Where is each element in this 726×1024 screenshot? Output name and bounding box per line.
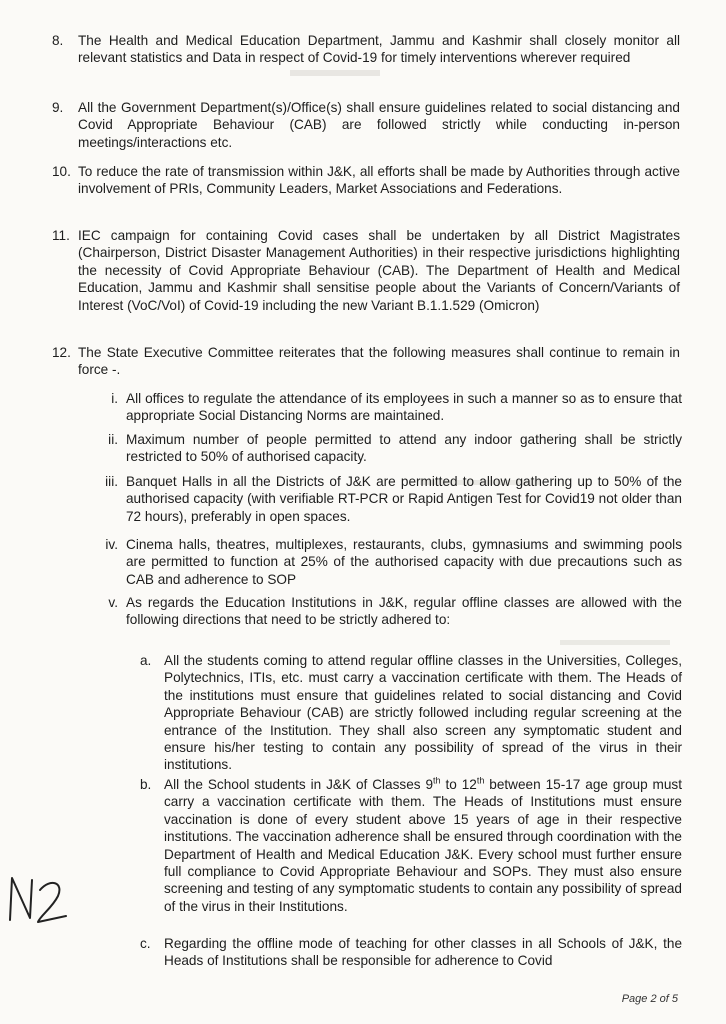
clause-10	[52, 163, 680, 198]
text-part: to 12	[440, 777, 477, 792]
superscript: th	[476, 775, 485, 786]
clause-number: 8.	[52, 33, 64, 48]
subclause-number: i.	[111, 391, 118, 406]
bleed-through-mark	[560, 640, 670, 645]
subclause-iii	[98, 473, 682, 525]
clause-text: All the Government Department(s)/Office(s) shall ensure guidelines related to social distancing and Covid Appropriate Behaviour (CAB) are followed strictly while conducting in-person meetings/interactions etc.	[78, 100, 680, 150]
text-part: between 15-17 age group must carry a vaccination certificate with them. The Heads of Institutions must ensure vaccination is done of every student above 15 years of age in their respective institutions. The vaccination adherence shall be ensured through coordination with the Department of Health and Medical Education J&K. Every school must further ensure full compliance to Covid Appropriate Behaviour and SOPs. They must also ensure screening and testing of any symptomatic students to contain any possibility of spread of the virus in their Institutions.	[164, 777, 682, 914]
clause-11	[52, 227, 680, 314]
text-part: All the School students in J&K of Classes 9	[164, 777, 434, 792]
subclause-iv	[98, 536, 682, 588]
page-number: Page 2 of 5	[621, 993, 678, 1005]
bleed-through-mark	[290, 70, 380, 76]
subclause-number: ii.	[108, 432, 118, 447]
clause-text: To reduce the rate of transmission within J&K, all efforts shall be made by Authorities through active involvement of PRIs, Community Leaders, Market Associations and Federations.	[78, 164, 680, 197]
clause-number: 9.	[52, 100, 64, 115]
subclause-text: As regards the Education Institutions in J&K, regular offline classes are allowed with the following directions that need to be strictly adhered to:	[126, 595, 682, 628]
subclause-text: Cinema halls, theatres, multiplexes, restaurants, clubs, gymnasiums and swimming pools are permitted to function at 25% of the authorised capacity with due precautions such as CAB and adherence to SOP	[126, 537, 682, 587]
superscript: th	[433, 775, 441, 786]
subclause-number: iv.	[105, 537, 118, 552]
subclause-number: iii.	[105, 474, 118, 489]
subclause-a	[140, 652, 682, 774]
subclause-c	[140, 935, 682, 970]
clause-number: 10.	[52, 164, 71, 179]
subclause-b	[140, 776, 682, 915]
subclause-text: All the students coming to attend regular offline classes in the Universities, Colleges, Polytechnics, ITIs, etc. must carry a vaccination certificate with them. The Heads of the institutions must ensure that guidelines related to social distancing and Covid Appropriate Behaviour (CAB) are strictly followed including regular screening at the entrance of the Institution. They shall also screen any symptomatic student and ensure his/her testing to contain any possibility of spread of the virus in their institutions.	[164, 653, 682, 773]
clause-8	[52, 32, 680, 67]
subclause-text: Regarding the offline mode of teaching for other classes in all Schools of J&K, the Heads of Institutions shall be responsible for adherence to Covid	[164, 936, 682, 969]
handwritten-initials	[0, 868, 80, 938]
subclause-letter: b.	[140, 777, 152, 792]
clause-12	[52, 344, 680, 379]
clause-text: The State Executive Committee reiterates that the following measures shall continue to remain in force -.	[78, 345, 680, 378]
clause-number: 11.	[52, 228, 70, 243]
subclause-letter: c.	[140, 936, 151, 951]
subclause-text: All offices to regulate the attendance of its employees in such a manner so as to ensure that appropriate Social Distancing Norms are maintained.	[126, 391, 682, 424]
clause-text: The Health and Medical Education Department, Jammu and Kashmir shall closely monitor all relevant statistics and Data in respect of Covid-19 for timely interventions wherever required	[78, 33, 680, 66]
subclause-i	[98, 390, 682, 425]
subclause-text	[140, 776, 682, 915]
subclause-v	[98, 594, 682, 629]
subclause-ii	[98, 431, 682, 466]
subclause-text: Maximum number of people permitted to attend any indoor gathering shall be strictly restricted to 50% of authorised capacity.	[126, 432, 682, 465]
clause-text: IEC campaign for containing Covid cases shall be undertaken by all District Magistrates (Chairperson, District Disaster Management Authorities) in their respective jurisdictions highlighting the necessity of Covid Appropriate Behaviour (CAB). The Department of Health and Medical Education, Jammu and Kashmir shall sensitise people about the Variants of Concern/Variants of Interest (VoC/VoI) of Covid-19 including the new Variant B.1.1.529 (Omicron)	[78, 228, 680, 313]
clause-9	[52, 99, 680, 151]
subclause-number: v.	[108, 595, 118, 610]
subclause-letter: a.	[140, 653, 152, 668]
clause-number: 12.	[52, 345, 71, 360]
subclause-text: Banquet Halls in all the Districts of J&K are permitted to allow gathering up to 50% of the authorised capacity (with verifiable RT-PCR or Rapid Antigen Test for Covid19 not older than 72 hours), preferably in open spaces.	[126, 474, 682, 524]
